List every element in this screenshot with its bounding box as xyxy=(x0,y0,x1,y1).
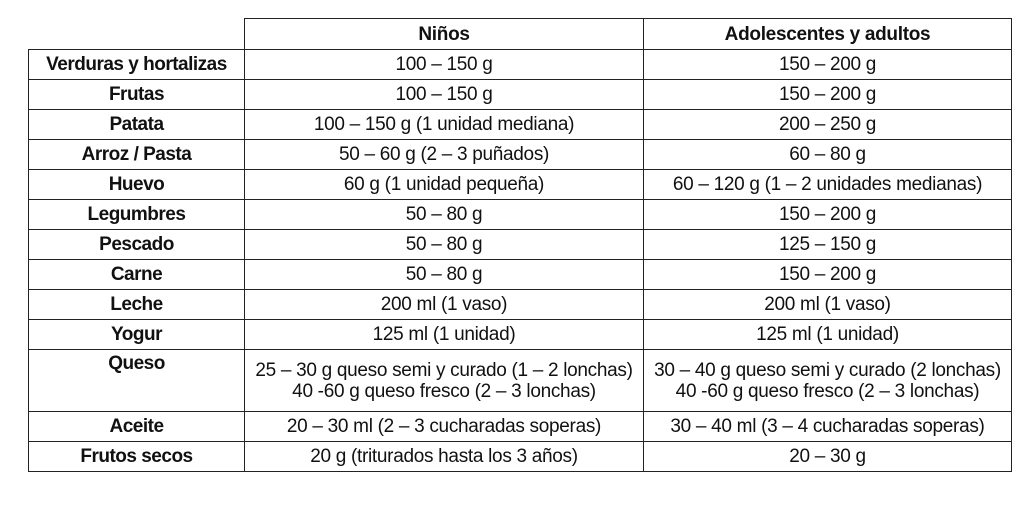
food-name-cell: Yogur xyxy=(29,320,245,350)
adults-portion-cell xyxy=(644,442,1012,472)
kids-portion-cell xyxy=(245,260,644,290)
adults-portion-text: 200 ml (1 vaso) xyxy=(764,294,891,315)
table-row xyxy=(29,320,1012,350)
adults-portion-cell xyxy=(644,260,1012,290)
kids-portion-text: 200 ml (1 vaso) xyxy=(380,294,508,315)
food-name-cell: Arroz / Pasta xyxy=(29,140,245,170)
food-name-cell: Legumbres xyxy=(29,200,245,230)
adults-portion-cell xyxy=(644,170,1012,200)
table-row xyxy=(29,260,1012,290)
adults-portion-text: 150 – 200 g xyxy=(778,54,877,75)
table-row xyxy=(29,230,1012,260)
kids-portion-text: 50 – 80 g xyxy=(405,204,483,225)
adults-portion-text: 150 – 200 g xyxy=(778,204,877,225)
table-row xyxy=(29,350,1012,412)
table-row xyxy=(29,200,1012,230)
kids-portion-cell xyxy=(245,50,644,80)
kids-portion-text: 20 – 30 ml (2 – 3 cucharadas soperas) xyxy=(286,416,602,437)
kids-portion-text: 100 – 150 g xyxy=(395,84,493,105)
kids-portion-cell xyxy=(245,412,644,442)
kids-portion-text: 125 ml (1 unidad) xyxy=(372,324,516,345)
adults-portion-text: 60 – 120 g (1 – 2 unidades medianas) xyxy=(672,174,983,195)
kids-portion-cell xyxy=(245,350,644,412)
adults-portion-text: 40 -60 g queso fresco (2 – 3 lonchas) xyxy=(675,380,980,402)
kids-portion-text: 25 – 30 g queso semi y curado (1 – 2 lonchas) xyxy=(255,359,633,381)
food-name-cell: Patata xyxy=(29,110,245,140)
adults-portion-cell xyxy=(644,230,1012,260)
table-body xyxy=(29,50,1012,472)
table-row xyxy=(29,110,1012,140)
food-name-cell: Frutos secos xyxy=(29,442,245,472)
table-row xyxy=(29,442,1012,472)
food-name-cell: Aceite xyxy=(29,412,245,442)
adults-portion-cell xyxy=(644,350,1012,412)
portion-table-container xyxy=(28,18,1011,472)
table-row xyxy=(29,412,1012,442)
food-name-cell: Verduras y hortalizas xyxy=(29,50,245,80)
kids-portion-text: 60 g (1 unidad pequeña) xyxy=(343,174,545,195)
kids-portion-cell xyxy=(245,110,644,140)
table-row xyxy=(29,50,1012,80)
kids-portion-cell xyxy=(245,170,644,200)
adults-portion-text: 60 – 80 g xyxy=(789,144,866,165)
adults-portion-text: 30 – 40 g queso semi y curado (2 lonchas) xyxy=(654,359,1001,381)
table-row xyxy=(29,290,1012,320)
adults-portion-cell xyxy=(644,110,1012,140)
kids-portion-text: 100 – 150 g (1 unidad mediana) xyxy=(313,114,575,135)
food-name-cell: Queso xyxy=(29,350,245,412)
adults-portion-cell xyxy=(644,80,1012,110)
kids-portion-text: 50 – 60 g (2 – 3 puñados) xyxy=(338,144,550,165)
kids-portion-cell xyxy=(245,80,644,110)
table-row xyxy=(29,140,1012,170)
kids-portion-text: 50 – 80 g xyxy=(405,264,483,285)
adults-portion-cell xyxy=(644,320,1012,350)
adults-portion-cell xyxy=(644,50,1012,80)
kids-portion-text: 20 g (triturados hasta los 3 años) xyxy=(310,446,578,467)
table-row xyxy=(29,80,1012,110)
adults-portion-cell xyxy=(644,140,1012,170)
adults-portion-text: 30 – 40 ml (3 – 4 cucharadas soperas) xyxy=(670,416,985,437)
kids-portion-cell xyxy=(245,442,644,472)
adults-portion-text: 125 – 150 g xyxy=(778,234,877,255)
food-name-cell: Huevo xyxy=(29,170,245,200)
kids-portion-cell xyxy=(245,320,644,350)
adults-portion-text: 150 – 200 g xyxy=(778,84,877,105)
adults-portion-text: 150 – 200 g xyxy=(778,264,877,285)
header-adults: Adolescentes y adultos xyxy=(644,19,1012,50)
food-name-cell: Carne xyxy=(29,260,245,290)
food-name-cell: Leche xyxy=(29,290,245,320)
food-name-cell: Frutas xyxy=(29,80,245,110)
adults-portion-cell xyxy=(644,412,1012,442)
food-name-cell: Pescado xyxy=(29,230,245,260)
header-row xyxy=(29,19,1012,50)
kids-portion-cell xyxy=(245,290,644,320)
kids-portion-text: 50 – 80 g xyxy=(405,234,483,255)
adults-portion-text: 20 – 30 g xyxy=(789,446,866,467)
adults-portion-text: 200 – 250 g xyxy=(778,114,877,135)
kids-portion-cell xyxy=(245,140,644,170)
table-row xyxy=(29,170,1012,200)
portion-table xyxy=(28,18,1012,472)
adults-portion-cell xyxy=(644,290,1012,320)
header-blank-cell xyxy=(29,19,245,50)
adults-portion-text: 125 ml (1 unidad) xyxy=(756,324,899,345)
header-kids: Niños xyxy=(245,19,644,50)
kids-portion-cell xyxy=(245,200,644,230)
adults-portion-cell xyxy=(644,200,1012,230)
kids-portion-text: 100 – 150 g xyxy=(395,54,493,75)
kids-portion-text: 40 -60 g queso fresco (2 – 3 lonchas) xyxy=(292,380,596,402)
kids-portion-cell xyxy=(245,230,644,260)
